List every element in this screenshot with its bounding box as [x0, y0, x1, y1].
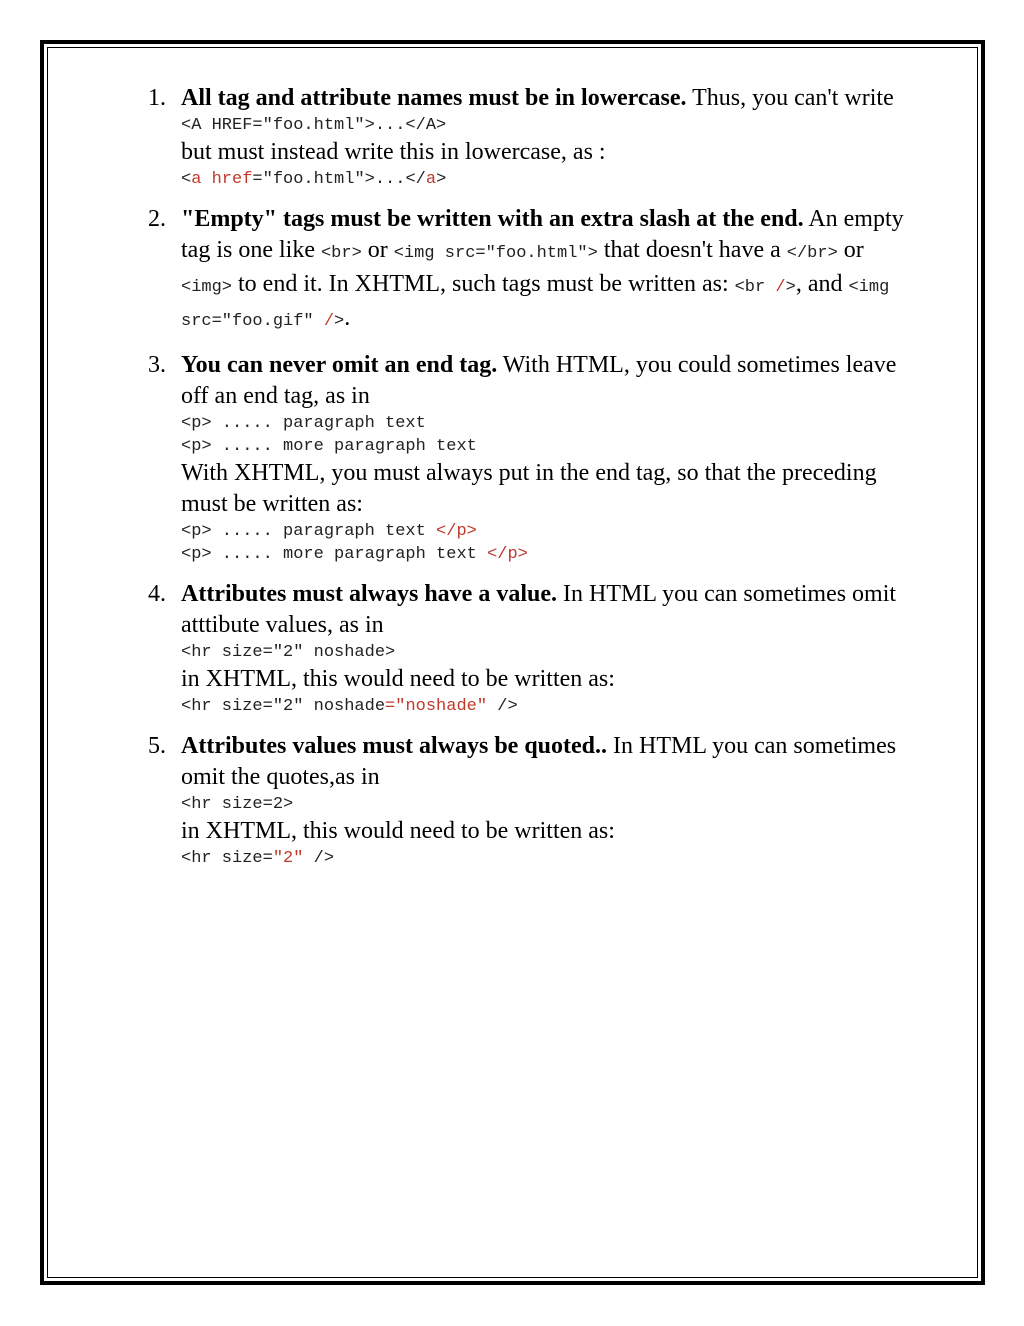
item-body [181, 83, 908, 191]
code-token-highlight: / [323, 312, 335, 331]
item-number: 4. [148, 581, 166, 607]
inline-code: <br> [320, 244, 362, 263]
inline-code: </br> [786, 244, 838, 263]
code-sample [181, 168, 908, 191]
list-item [148, 731, 908, 870]
code-token-highlight: </p> [436, 522, 477, 541]
document-content [148, 83, 908, 883]
item-body [181, 731, 908, 870]
inline-code: <img> [181, 278, 233, 297]
item-text: , and [795, 271, 849, 297]
code-token: <hr size="2" noshade [181, 697, 386, 716]
item-text: Thus, you can't write [686, 85, 894, 111]
code-token-highlight: a href [191, 170, 253, 189]
code-token-highlight: ="noshade" [385, 697, 488, 716]
item-number: 5. [148, 733, 166, 759]
item-text: . [344, 305, 351, 331]
code-sample [181, 520, 908, 543]
code-sample [181, 847, 908, 870]
code-sample: <p> ..... more paragraph text [181, 437, 477, 456]
code-sample: <hr size="2" noshade> [181, 643, 396, 662]
code-token: /> [303, 849, 335, 868]
code-token: <img src="foo.gif" [181, 278, 890, 331]
item-text: With XHTML, you must always put in the end tag, so that the preceding must be written as: [181, 460, 877, 517]
item-text: In HTML you can sometimes omit atttibute values, as in [181, 581, 897, 638]
list-item [148, 579, 908, 718]
code-token: > [785, 278, 796, 297]
item-text: or [837, 237, 864, 263]
item-number: 2. [148, 206, 166, 232]
item-text: to end it. In XHTML, such tags must be written as: [232, 271, 735, 297]
code-token-highlight: a [425, 170, 437, 189]
code-token: ="foo.html">...</ [252, 170, 426, 189]
code-sample: <p> ..... paragraph text [181, 414, 426, 433]
item-text: An empty tag is one like [181, 206, 904, 263]
code-token: <br [734, 278, 776, 297]
code-token-highlight: </p> [487, 545, 528, 564]
item-body [181, 204, 908, 337]
item-heading: All tag and attribute names must be in lowercase. [181, 85, 687, 111]
code-sample: <hr size=2> [181, 795, 294, 814]
item-heading: "Empty" tags must be written with an extra slash at the end. [181, 206, 804, 232]
item-body [181, 350, 908, 566]
code-sample: <A HREF="foo.html">...</A> [181, 116, 447, 135]
item-heading: Attributes values must always be quoted.. [181, 733, 608, 759]
code-token: <p> ..... paragraph text [181, 522, 437, 541]
item-text: With HTML, you could sometimes leave off an end tag, as in [181, 352, 897, 409]
item-number: 3. [148, 352, 166, 378]
code-token: > [334, 312, 345, 331]
item-number: 1. [148, 85, 166, 111]
code-sample [181, 695, 908, 718]
code-token-highlight: "2" [272, 849, 304, 868]
inline-code: <img src="foo.html"> [393, 244, 598, 263]
inline-code [735, 278, 796, 297]
item-text: or [361, 237, 394, 263]
code-token: <p> ..... more paragraph text [181, 545, 488, 564]
item-text: that doesn't have a [597, 237, 787, 263]
item-heading: You can never omit an end tag. [181, 352, 498, 378]
code-token: <hr size= [181, 849, 273, 868]
item-text: but must instead write this in lowercase, as : [181, 139, 606, 165]
code-token: < [181, 170, 192, 189]
list-item [148, 350, 908, 566]
item-body [181, 579, 908, 718]
code-token: > [436, 170, 447, 189]
code-sample [181, 543, 908, 566]
item-text: In HTML you can sometimes omit the quotes,as in [181, 733, 897, 790]
item-text: in XHTML, this would need to be written as: [181, 818, 615, 844]
list-item [148, 83, 908, 191]
list-item [148, 204, 908, 337]
item-heading: Attributes must always have a value. [181, 581, 557, 607]
code-token-highlight: / [775, 278, 786, 297]
item-text: in XHTML, this would need to be written as: [181, 666, 615, 692]
code-token: /> [487, 697, 518, 716]
